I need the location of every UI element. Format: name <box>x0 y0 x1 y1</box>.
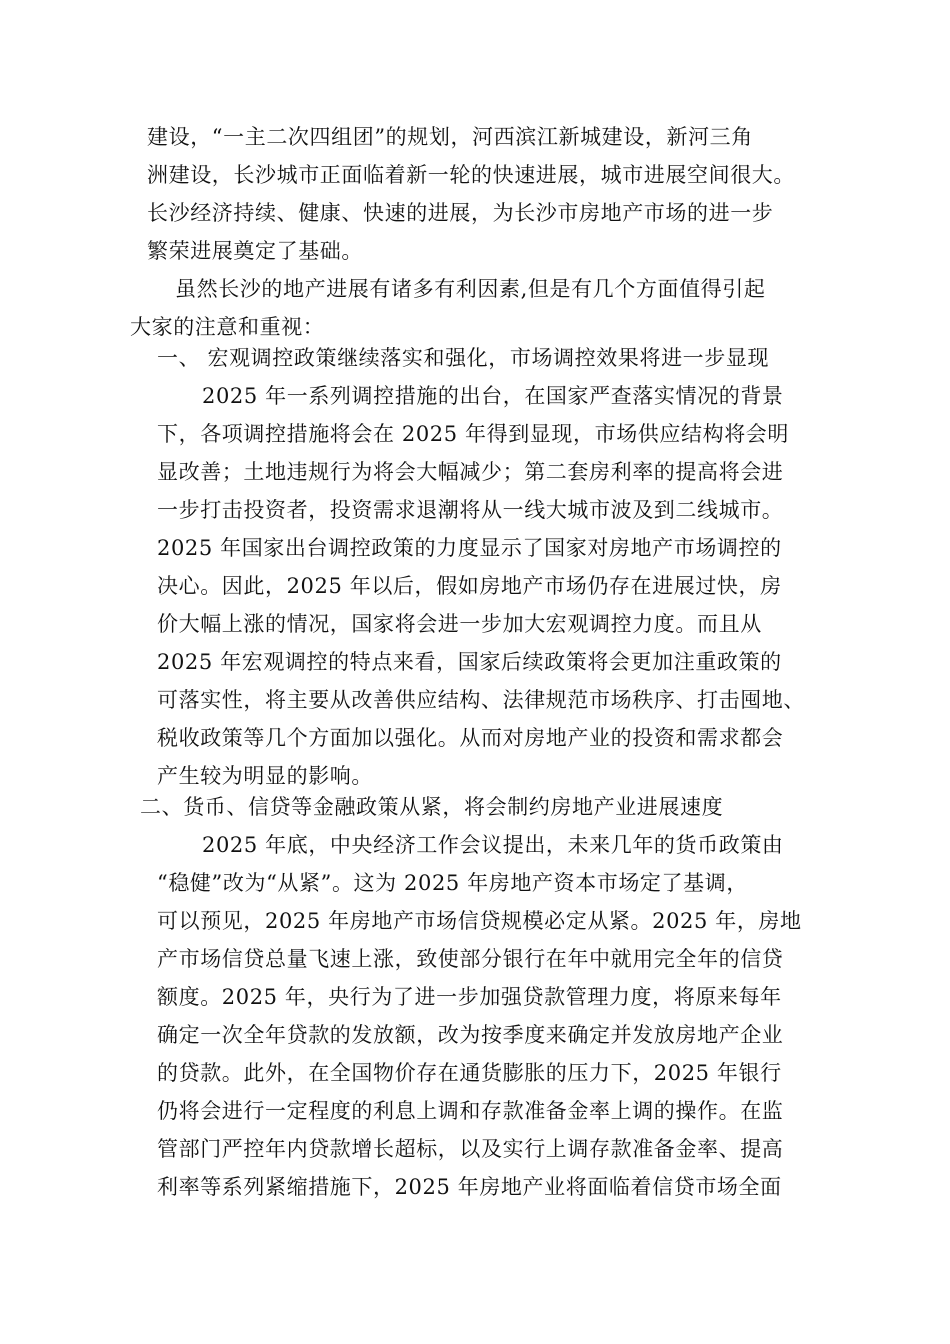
text-line: 可落实性，将主要从改善供应结构、法律规范市场秩序、打击囤地、 <box>157 688 805 712</box>
section-heading: 一、 宏观调控政策继续落实和强化，市场调控效果将进一步显现 <box>157 346 770 370</box>
text-line: 一步打击投资者，投资需求退潮将从一线大城市波及到二线城市。 <box>157 498 784 522</box>
text-line: 的贷款。此外，在全国物价存在通货膨胀的压力下，2025 年银行 <box>157 1061 782 1085</box>
text-line: 可以预见，2025 年房地产市场信贷规模必定从紧。2025 年，房地 <box>157 909 802 933</box>
text-line: 税收政策等几个方面加以强化。从而对房地产业的投资和需求都会 <box>157 726 784 750</box>
text-line: 显改善；土地违规行为将会大幅减少；第二套房利率的提高将会进 <box>157 460 784 484</box>
text-line: 2025 年一系列调控措施的出台，在国家严查落实情况的背景 <box>202 384 784 408</box>
section-heading: 二、货币、信贷等金融政策从紧，将会制约房地产业进展速度 <box>140 795 724 819</box>
text-line: 仍将会进行一定程度的利息上调和存款准备金率上调的操作。在监 <box>157 1099 784 1123</box>
text-line: 产生较为明显的影响。 <box>157 764 373 788</box>
text-line: 额度。2025 年，央行为了进一步加强贷款管理力度，将原来每年 <box>157 985 782 1009</box>
text-line: 虽然长沙的地产进展有诸多有利因素,但是有几个方面值得引起 <box>175 277 766 301</box>
text-line: 2025 年底，中央经济工作会议提出，未来几年的货币政策由 <box>202 833 784 857</box>
text-line: 洲建设，长沙城市正面临着新一轮的快速进展，城市进展空间很大。 <box>147 163 795 187</box>
text-line: 管部门严控年内贷款增长超标，以及实行上调存款准备金率、提高 <box>157 1137 784 1161</box>
text-line: 2025 年国家出台调控政策的力度显示了国家对房地产市场调控的 <box>157 536 782 560</box>
text-line: “稳健”改为“从紧”。这为 2025 年房地产资本市场定了基调， <box>157 871 748 895</box>
text-line: 下，各项调控措施将会在 2025 年得到显现，市场供应结构将会明 <box>157 422 789 446</box>
text-line: 长沙经济持续、健康、快速的进展，为长沙市房地产市场的进一步 <box>147 201 774 225</box>
text-line: 2025 年宏观调控的特点来看，国家后续政策将会更加注重政策的 <box>157 650 782 674</box>
text-line: 利率等系列紧缩措施下，2025 年房地产业将面临着信贷市场全面 <box>157 1175 782 1199</box>
text-line: 确定一次全年贷款的发放额，改为按季度来确定并发放房地产企业 <box>157 1023 784 1047</box>
text-line: 价大幅上涨的情况，国家将会进一步加大宏观调控力度。而且从 <box>157 612 762 636</box>
text-line: 大家的注意和重视： <box>130 315 325 339</box>
text-line: 产市场信贷总量飞速上涨，致使部分银行在年中就用完全年的信贷 <box>157 947 784 971</box>
text-line: 建设，“一主二次四组团”的规划，河西滨江新城建设，新河三角 <box>147 125 753 149</box>
text-line: 繁荣进展奠定了基础。 <box>147 239 363 263</box>
text-line: 决心。因此，2025 年以后，假如房地产市场仍存在进展过快，房 <box>157 574 782 598</box>
